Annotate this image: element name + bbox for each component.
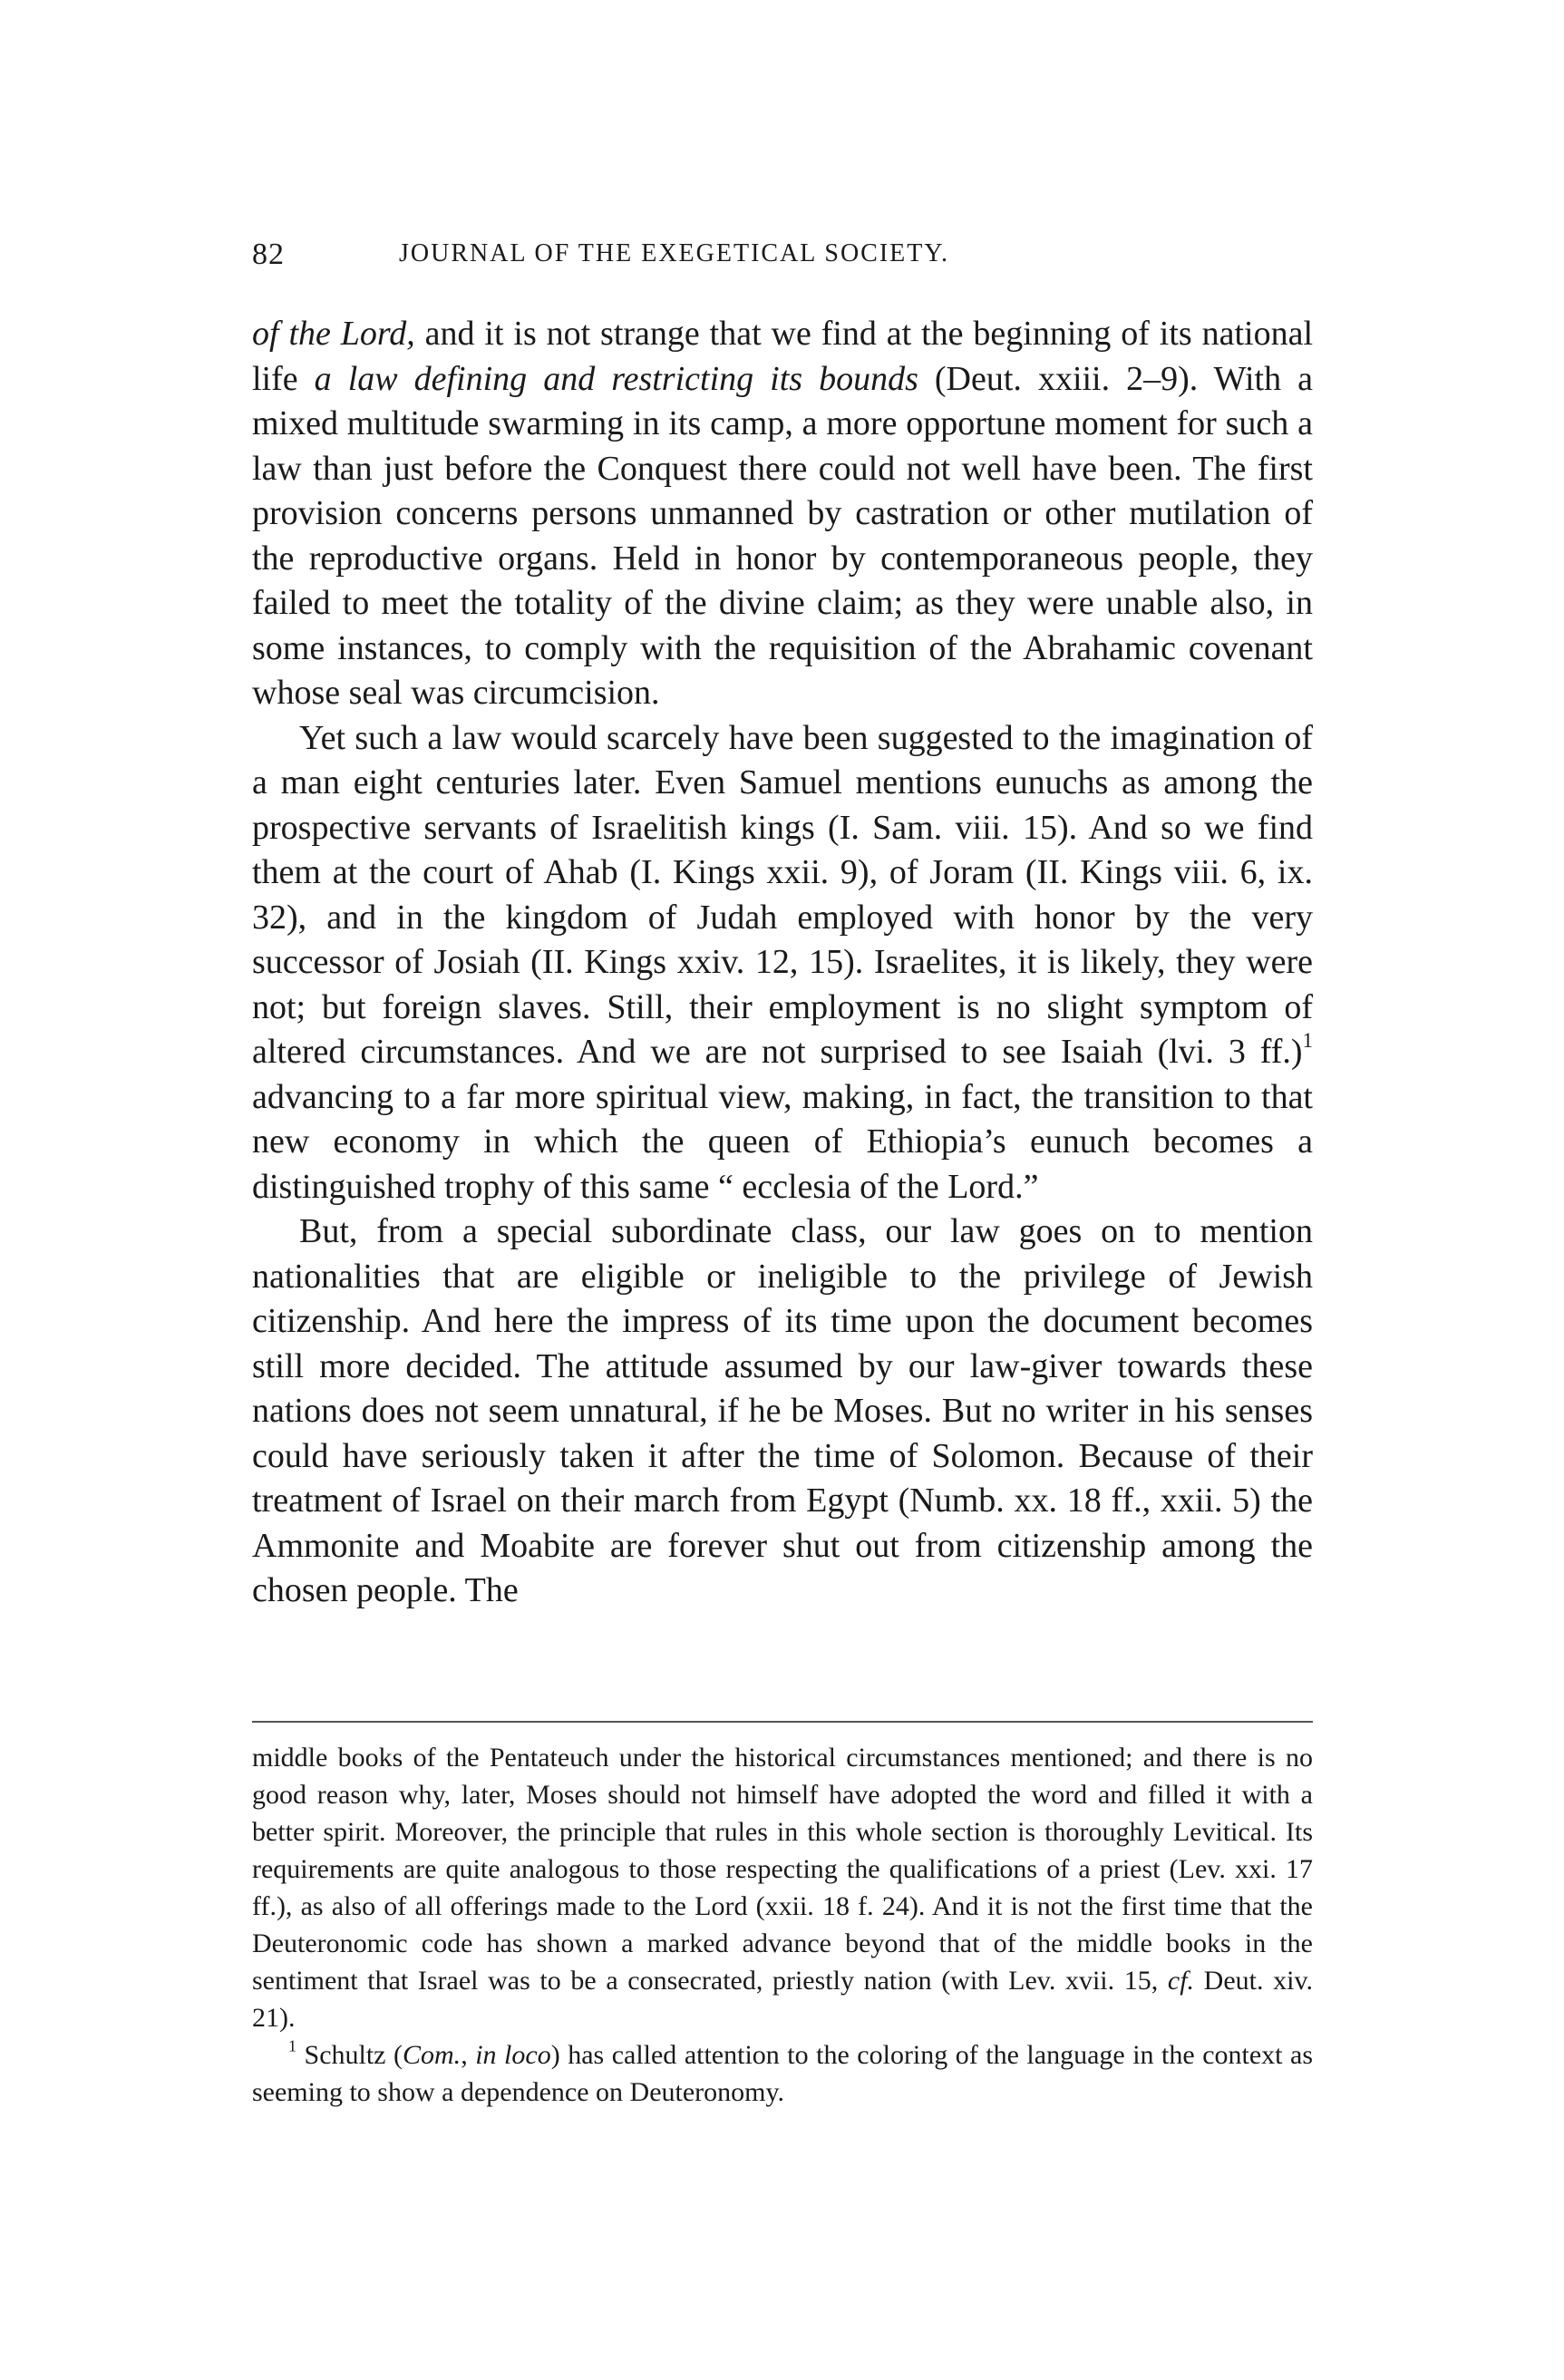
italic-phrase: in loco: [475, 2040, 551, 2070]
running-head: [252, 238, 1313, 283]
footnote-continued: [252, 1739, 1313, 2036]
body-text: [252, 312, 1313, 1614]
text-run: and it is not strange that we find at the beginning of its national life: [252, 315, 1313, 398]
paragraph-2: [252, 716, 1313, 1210]
text-run: (Deut. xxiii. 2–9). With a mixed multitude swarming in its camp, a more opportune moment for such a law than just before the Conquest there could not well have been. The first provision concerns persons unmanned by castration or other mutilation of the reproductive organs. Held in honor by contemporaneous people, they failed to meet the totality of the divine claim; as they were unable also, in some instances, to comply with the requisition of the Abrahamic covenant whose seal was circumcision.: [252, 359, 1313, 712]
footnote-rule: [252, 1721, 1313, 1723]
paragraph-1: [252, 312, 1313, 716]
text-run: Schultz (: [296, 2040, 403, 2070]
footnote-1: [252, 2036, 1313, 2111]
text-run: Deut. xiv. 21).: [252, 1966, 1314, 2033]
italic-phrase: cf.: [1167, 1966, 1195, 1996]
italic-phrase: Com.: [403, 2040, 461, 2070]
text-run: advancing to a far more spiritual view, making, in fact, the transition to that new economy in which the queen of Ethiopia’s eunuch becomes a distinguished trophy of this same “ ecclesia of the Lord.”: [252, 1077, 1313, 1206]
text-run: ) has called attention to the coloring of the language in the context as seeming to show a dependence on Deuteronomy.: [252, 2040, 1314, 2107]
italic-phrase: a law defining and restricting its bounds: [314, 359, 918, 398]
footnotes: [252, 1739, 1313, 2111]
page-number: 82: [252, 238, 285, 271]
running-title: JOURNAL OF THE EXEGETICAL SOCIETY.: [399, 239, 949, 267]
text-run: ,: [461, 2040, 476, 2070]
text-run: Yet such a law would scarcely have been suggested to the imagination of a man eight centuries later. Even Samuel mentions eunuchs as among the prospective servants of Israelitish kings (I. Sam. viii. 15). And so we find them at the court of Ahab (I. Kings xxii. 9), of Joram (II. Kings viii. 6, ix. 32), and in the kingdom of Judah employed with honor by the very successor of Josiah (II. Kings xxiv. 12, 15). Israelites, it is likely, they were not; but foreign slaves. Still, their employment is no slight symptom of altered circumstances. And we are not surprised to see Isaiah (lvi. 3 ff.): [252, 718, 1313, 1071]
footnote-number: 1: [288, 2036, 296, 2055]
paragraph-3: But, from a special subordinate class, our law goes on to mention nationalities that are eligible or ineligible to the privilege of Jewish citizenship. And here the impress of its time upon the document becomes still more decided. The attitude assumed by our law-giver towards these nations does not seem unnatural, if he be Moses. But no writer in his senses could have seriously taken it after the time of Solomon. Because of their treatment of Israel on their march from Egypt (Numb. xx. 18 ff., xxii. 5) the Ammonite and Moabite are forever shut out from citizenship among the chosen people. The: [252, 1212, 1313, 1609]
footnote-marker: 1: [1302, 1028, 1313, 1052]
text-run: middle books of the Pentateuch under the historical circumstances mentioned; and there is no good reason why, later, Moses should not himself have adopted the word and filled it with a better spirit. Moreover, the principle that rules in this whole section is thoroughly Levitical. Its requirements are quite analogous to those respecting the qualifications of a priest (Lev. xxi. 17 ff.), as also of all offerings made to the Lord (xxii. 18 f. 24). And it is not the first time that the Deuteronomic code has shown a marked advance beyond that of the middle books in the sentiment that Israel was to be a consecrated, priestly nation (with Lev. xvii. 15,: [252, 1743, 1313, 1996]
italic-phrase: of the Lord,: [252, 315, 415, 353]
